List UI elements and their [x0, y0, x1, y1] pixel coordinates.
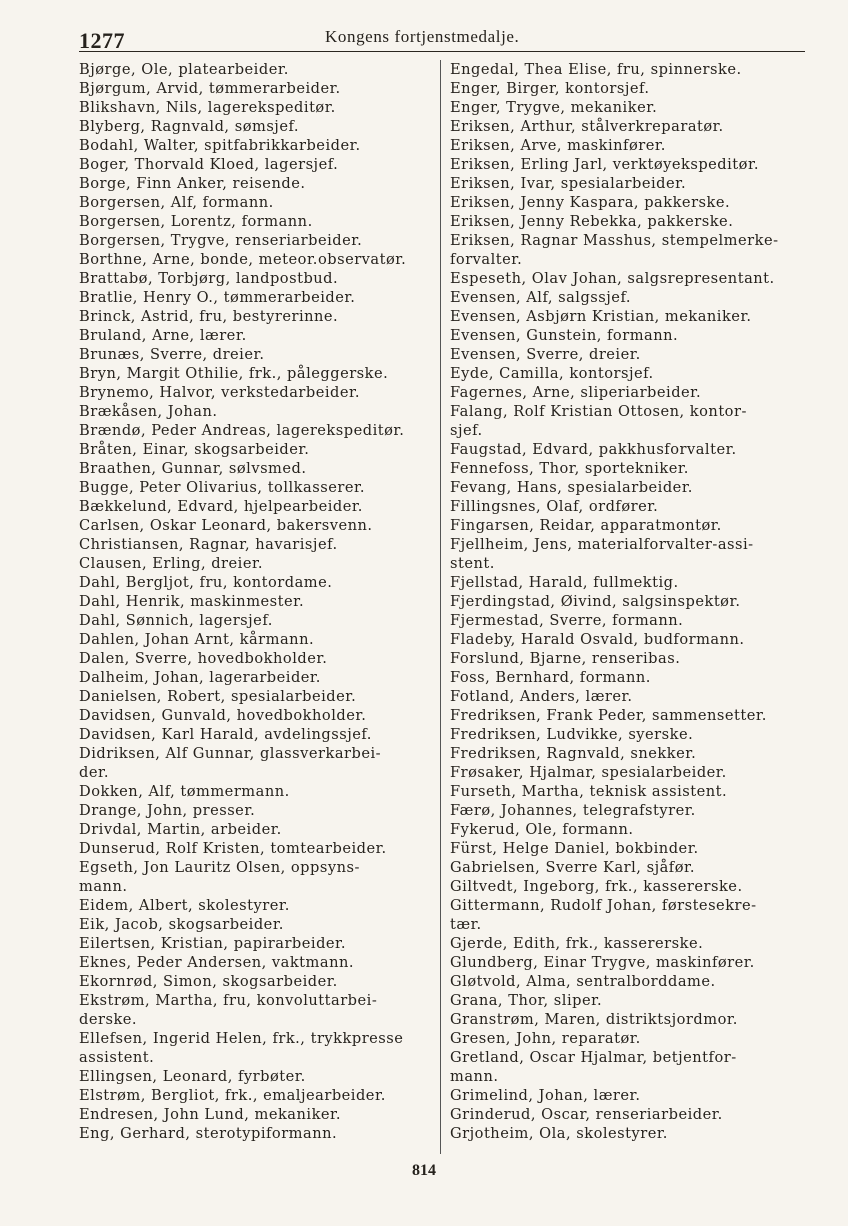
list-item: Grimelind, Johan, lærer.	[450, 1087, 641, 1104]
list-item: Fykerud, Ole, formann.	[450, 821, 634, 838]
list-item: Gløtvold, Alma, sentralborddame.	[450, 973, 716, 990]
list-item: Dahl, Sønnich, lagersjef.	[79, 612, 273, 629]
list-item: Forslund, Bjarne, renseribas.	[450, 650, 681, 667]
list-item: Faugstad, Edvard, pakkhusforvalter.	[450, 441, 737, 458]
list-item: Giltvedt, Ingeborg, frk., kassererske.	[450, 878, 743, 895]
list-item: Davidsen, Karl Harald, avdelingssjef.	[79, 726, 372, 743]
list-item: Fagernes, Arne, sliperiarbeider.	[450, 384, 702, 401]
list-item: Granstrøm, Maren, distriktsjordmor.	[450, 1011, 738, 1028]
list-item: Borthne, Arne, bonde, meteor.observatør.	[79, 251, 407, 268]
list-item: Fjermestad, Sverre, formann.	[450, 612, 684, 629]
list-item: stent.	[450, 555, 495, 572]
list-item: Fingarsen, Reidar, apparatmontør.	[450, 517, 722, 534]
right-column	[450, 60, 810, 1143]
list-item: Braathen, Gunnar, sølvsmed.	[79, 460, 307, 477]
list-item: Ekstrøm, Martha, fru, konvoluttarbei-	[79, 992, 378, 1009]
list-item: Elstrøm, Bergliot, frk., emaljearbeider.	[79, 1087, 386, 1104]
list-item: Carlsen, Oskar Leonard, bakersvenn.	[79, 517, 373, 534]
list-item: Endresen, John Lund, mekaniker.	[79, 1106, 342, 1123]
list-item: Eriksen, Jenny Rebekka, pakkerske.	[450, 213, 734, 230]
list-item: Fredriksen, Ragnvald, snekker.	[450, 745, 697, 762]
list-item: Furseth, Martha, teknisk assistent.	[450, 783, 728, 800]
list-item: Evensen, Asbjørn Kristian, mekaniker.	[450, 308, 752, 325]
list-item: Bækkelund, Edvard, hjelpearbeider.	[79, 498, 363, 515]
list-item: Danielsen, Robert, spesialarbeider.	[79, 688, 357, 705]
list-item: Evensen, Sverre, dreier.	[450, 346, 641, 363]
list-item: Borgersen, Alf, formann.	[79, 194, 274, 211]
list-item: tær.	[450, 916, 482, 933]
list-item: Eriksen, Erling Jarl, verktøyekspeditør.	[450, 156, 759, 173]
list-item: Eriksen, Ivar, spesialarbeider.	[450, 175, 687, 192]
list-item: Gretland, Oscar Hjalmar, betjentfor-	[450, 1049, 737, 1066]
list-item: Enger, Birger, kontorsjef.	[450, 80, 650, 97]
list-item: Fjellstad, Harald, fullmektig.	[450, 574, 679, 591]
list-item: Dalheim, Johan, lagerarbeider.	[79, 669, 321, 686]
list-item: Bråten, Einar, skogsarbeider.	[79, 441, 310, 458]
list-item: Christiansen, Ragnar, havarisjef.	[79, 536, 338, 553]
list-item: Eyde, Camilla, kontorsjef.	[450, 365, 654, 382]
header-rule	[79, 51, 805, 52]
list-item: Glundberg, Einar Trygve, maskinfører.	[450, 954, 755, 971]
list-item: mann.	[450, 1068, 499, 1085]
list-item: Fürst, Helge Daniel, bokbinder.	[450, 840, 699, 857]
list-item: Grana, Thor, sliper.	[450, 992, 603, 1009]
column-divider	[440, 60, 441, 1154]
list-item: Eriksen, Arve, maskinfører.	[450, 137, 666, 154]
list-item: Didriksen, Alf Gunnar, glassverkarbei-	[79, 745, 382, 762]
list-item: Clausen, Erling, dreier.	[79, 555, 263, 572]
list-item: Evensen, Alf, salgssjef.	[450, 289, 631, 306]
list-item: Drivdal, Martin, arbeider.	[79, 821, 282, 838]
list-item: Ellingsen, Leonard, fyrbøter.	[79, 1068, 306, 1085]
list-item: Grjotheim, Ola, skolestyrer.	[450, 1125, 668, 1142]
list-item: Fotland, Anders, lærer.	[450, 688, 633, 705]
list-item: Falang, Rolf Kristian Ottosen, kontor-	[450, 403, 747, 420]
list-item: Dahl, Bergljot, fru, kontordame.	[79, 574, 333, 591]
left-column	[79, 60, 437, 1143]
list-item: Ekornrød, Simon, skogsarbeider.	[79, 973, 338, 990]
list-item: Eriksen, Arthur, stålverkreparatør.	[450, 118, 724, 135]
list-item: Dunserud, Rolf Kristen, tomtearbeider.	[79, 840, 387, 857]
list-item: Fredriksen, Frank Peder, sammensetter.	[450, 707, 767, 724]
page-number-bottom: 814	[412, 1162, 436, 1179]
list-item: Enger, Trygve, mekaniker.	[450, 99, 658, 116]
list-item: Eilertsen, Kristian, papirarbeider.	[79, 935, 347, 952]
page-number-top: 1277	[79, 28, 125, 53]
list-item: Borge, Finn Anker, reisende.	[79, 175, 306, 192]
list-item: Fjerdingstad, Øivind, salgsinspektør.	[450, 593, 741, 610]
list-item: Brændø, Peder Andreas, lagerekspeditør.	[79, 422, 405, 439]
list-item: Bugge, Peter Olivarius, tollkasserer.	[79, 479, 365, 496]
list-item: Dokken, Alf, tømmermann.	[79, 783, 290, 800]
list-item: Eidem, Albert, skolestyrer.	[79, 897, 290, 914]
list-item: Færø, Johannes, telegrafstyrer.	[450, 802, 696, 819]
list-item: Bjørge, Ole, platearbeider.	[79, 61, 289, 78]
list-item: Brattabø, Torbjørg, landpostbud.	[79, 270, 339, 287]
list-item: Eriksen, Ragnar Masshus, stempelmerke-	[450, 232, 779, 249]
list-item: Fillingsnes, Olaf, ordfører.	[450, 498, 659, 515]
list-item: Gabrielsen, Sverre Karl, sjåfør.	[450, 859, 695, 876]
list-item: Dahl, Henrik, maskinmester.	[79, 593, 305, 610]
list-item: Gittermann, Rudolf Johan, førstesekre-	[450, 897, 757, 914]
list-item: Boger, Thorvald Kloed, lagersjef.	[79, 156, 339, 173]
list-item: Bryn, Margit Othilie, frk., påleggerske.	[79, 365, 389, 382]
list-item: Blikshavn, Nils, lagerekspeditør.	[79, 99, 336, 116]
list-item: Fevang, Hans, spesialarbeider.	[450, 479, 693, 496]
list-item: Brynemo, Halvor, verkstedarbeider.	[79, 384, 361, 401]
list-item: Foss, Bernhard, formann.	[450, 669, 651, 686]
list-item: derske.	[79, 1011, 138, 1028]
list-item: Blyberg, Ragnvald, sømsjef.	[79, 118, 299, 135]
list-item: Borgersen, Lorentz, formann.	[79, 213, 313, 230]
list-item: Borgersen, Trygve, renseriarbeider.	[79, 232, 363, 249]
list-item: Eng, Gerhard, sterotypiformann.	[79, 1125, 338, 1142]
list-item: Bruland, Arne, lærer.	[79, 327, 247, 344]
list-item: mann.	[79, 878, 128, 895]
list-item: Eknes, Peder Andersen, vaktmann.	[79, 954, 355, 971]
list-item: Bratlie, Henry O., tømmerarbeider.	[79, 289, 356, 306]
list-item: Espeseth, Olav Johan, salgsrepresentant.	[450, 270, 775, 287]
list-item: Dalen, Sverre, hovedbokholder.	[79, 650, 328, 667]
list-item: Gresen, John, reparatør.	[450, 1030, 641, 1047]
list-item: sjef.	[450, 422, 483, 439]
list-item: Fladeby, Harald Osvald, budformann.	[450, 631, 745, 648]
list-item: Frøsaker, Hjalmar, spesialarbeider.	[450, 764, 727, 781]
list-item: Egseth, Jon Lauritz Olsen, oppsyns-	[79, 859, 360, 876]
list-item: Fjellheim, Jens, materialforvalter-assi-	[450, 536, 754, 553]
list-item: Brunæs, Sverre, dreier.	[79, 346, 265, 363]
list-item: Eik, Jacob, skogsarbeider.	[79, 916, 284, 933]
list-item: assistent.	[79, 1049, 155, 1066]
list-item: Dahlen, Johan Arnt, kårmann.	[79, 631, 315, 648]
list-item: Engedal, Thea Elise, fru, spinnerske.	[450, 61, 742, 78]
running-title: Kongens fortjenstmedalje.	[325, 27, 520, 46]
list-item: Brinck, Astrid, fru, bestyrerinne.	[79, 308, 339, 325]
list-item: Davidsen, Gunvald, hovedbokholder.	[79, 707, 367, 724]
list-item: Gjerde, Edith, frk., kassererske.	[450, 935, 704, 952]
list-item: Fredriksen, Ludvikke, syerske.	[450, 726, 694, 743]
page-header	[79, 22, 805, 53]
list-item: Brækåsen, Johan.	[79, 403, 218, 420]
list-item: Fennefoss, Thor, sportekniker.	[450, 460, 689, 477]
list-item: forvalter.	[450, 251, 523, 268]
list-item: Bodahl, Walter, spitfabrikkarbeider.	[79, 137, 361, 154]
list-item: Eriksen, Jenny Kaspara, pakkerske.	[450, 194, 731, 211]
list-item: Drange, John, presser.	[79, 802, 256, 819]
list-item: Ellefsen, Ingerid Helen, frk., trykkpresse	[79, 1030, 404, 1047]
list-item: Evensen, Gunstein, formann.	[450, 327, 679, 344]
list-item: Bjørgum, Arvid, tømmerarbeider.	[79, 80, 341, 97]
list-item: Grinderud, Oscar, renseriarbeider.	[450, 1106, 723, 1123]
list-item: der.	[79, 764, 109, 781]
